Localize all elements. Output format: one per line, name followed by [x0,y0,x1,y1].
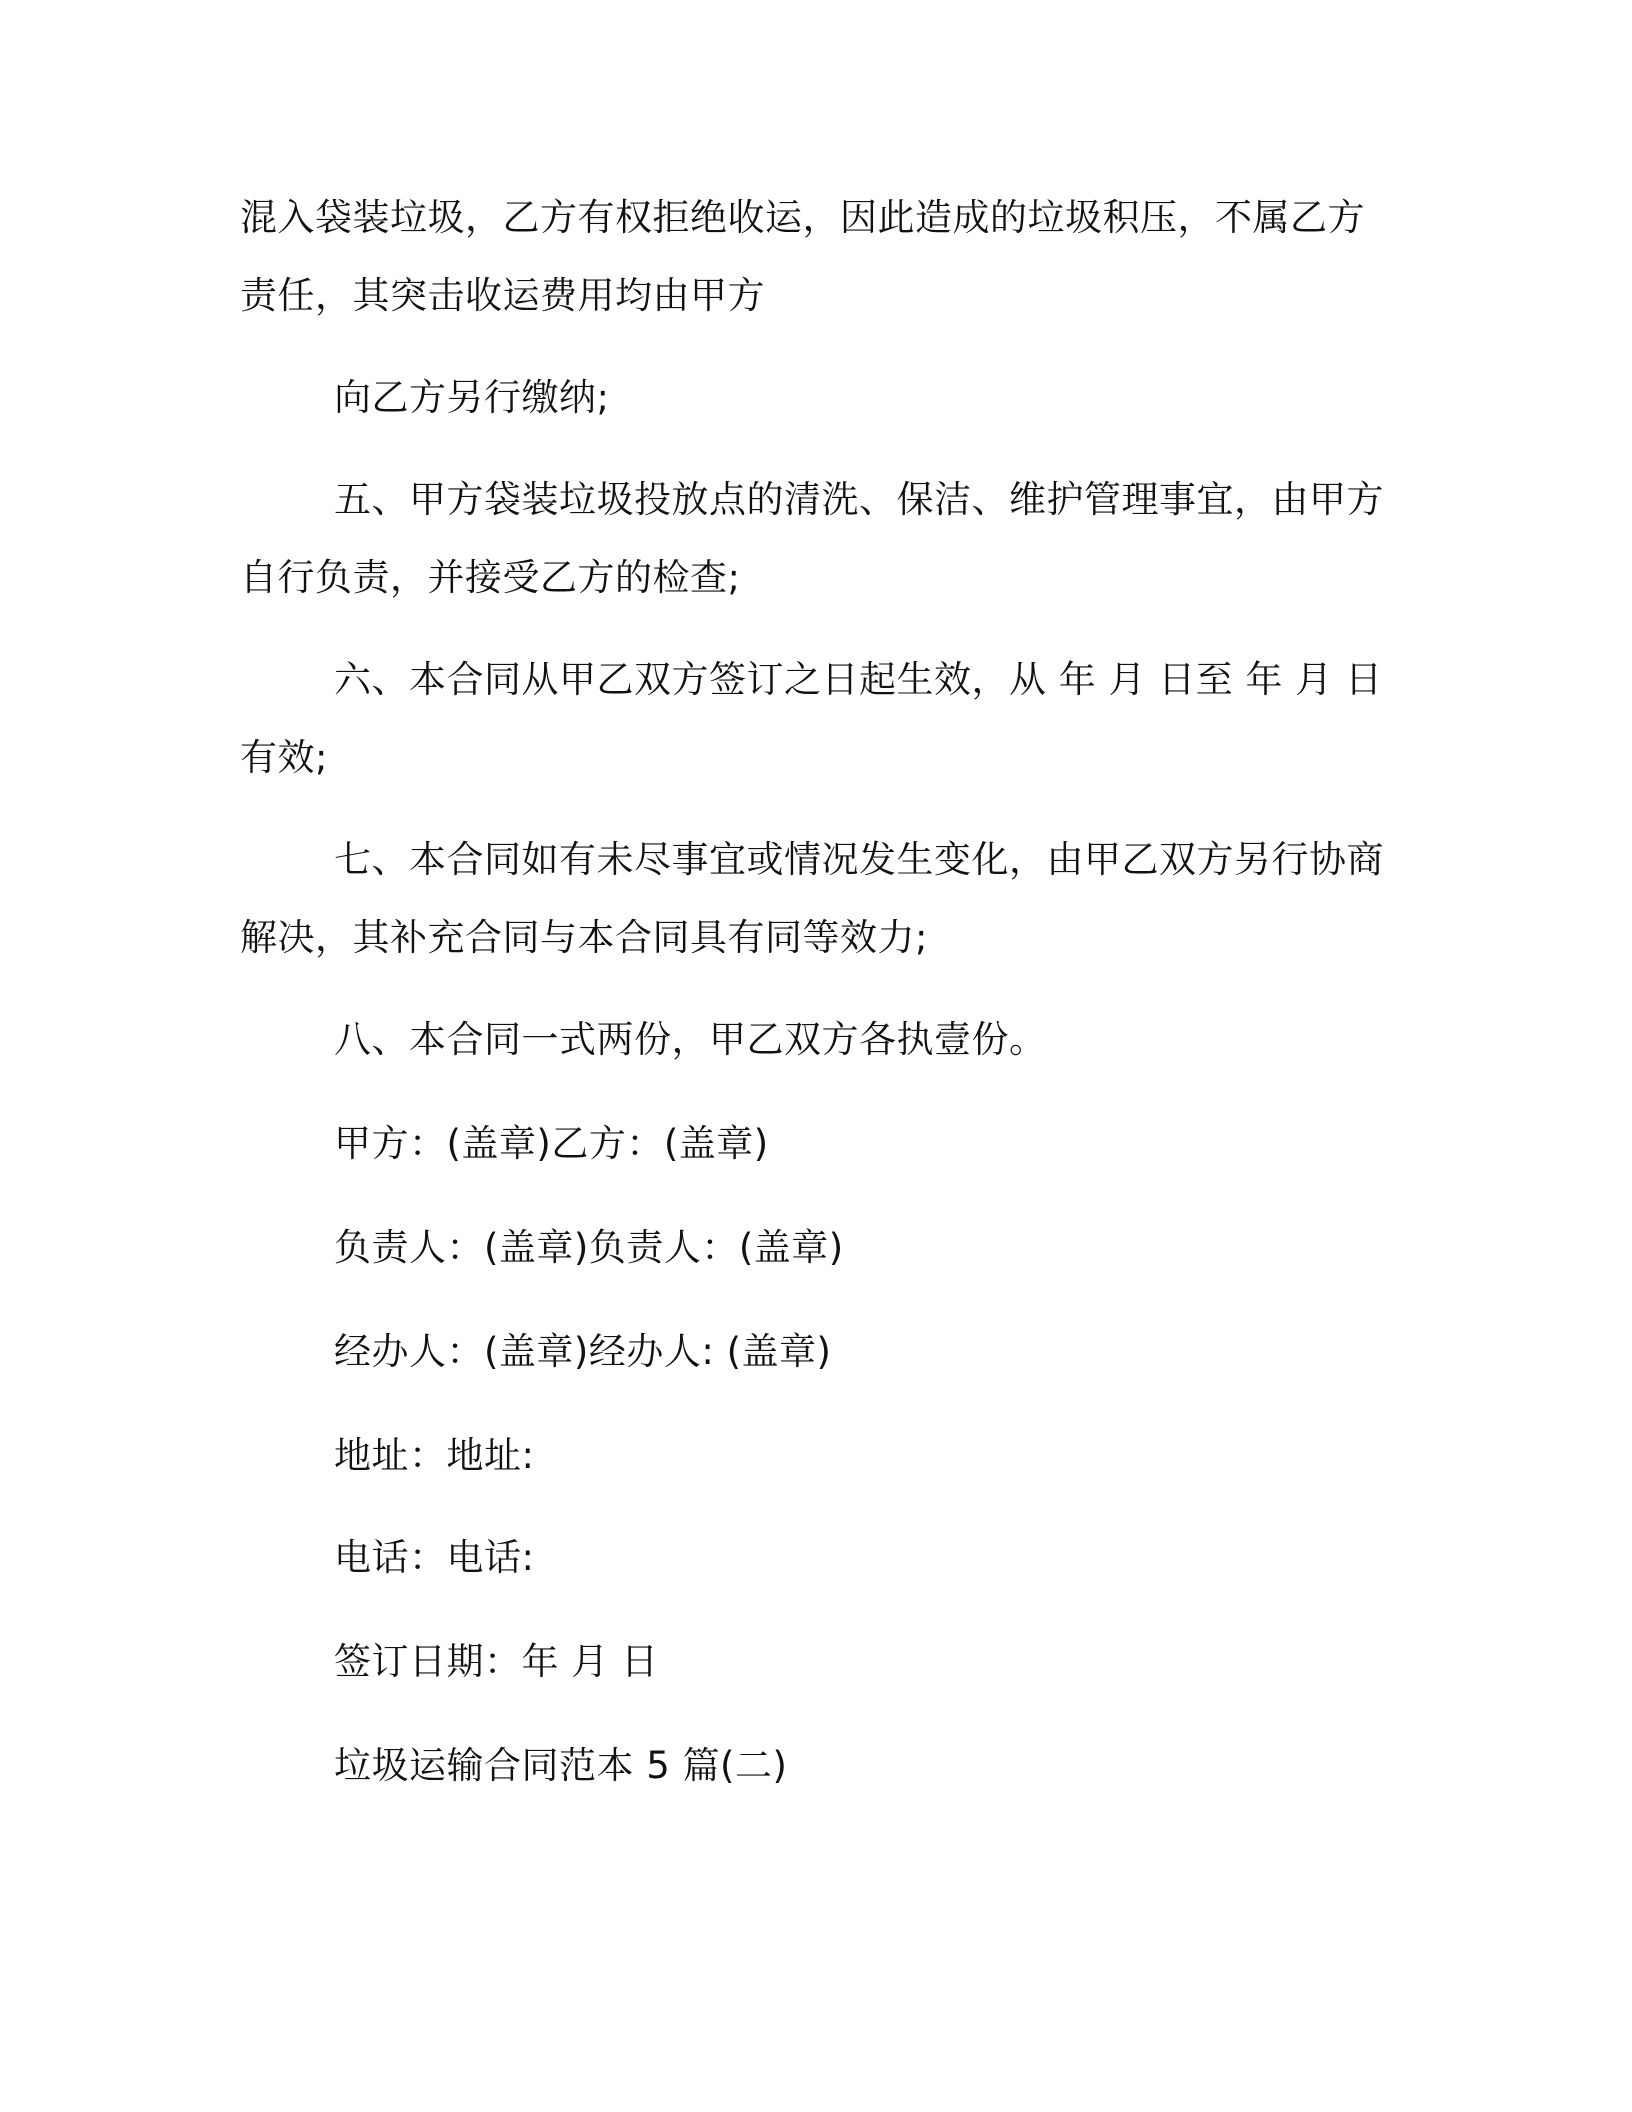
signature-line: 负责人：(盖章)负责人：(盖章) [334,1226,844,1269]
section-title: 垃圾运输合同范本 5 篇(二) [334,1744,788,1787]
paragraph-line: 六、本合同从甲乙双方签订之日起生效，从 年 月 日至 年 月 日 [334,658,1383,701]
address-line: 地址：地址: [334,1434,535,1477]
paragraph-line: 混入袋装垃圾，乙方有权拒绝收运，因此造成的垃圾积压，不属乙方 [240,196,1365,239]
phone-line: 电话：电话: [334,1536,535,1579]
paragraph-line: 七、本合同如有未尽事宜或情况发生变化，由甲乙双方另行协商 [334,838,1384,881]
paragraph-line: 责任，其突击收运费用均由甲方 [240,274,765,317]
paragraph-line: 五、甲方袋装垃圾投放点的清洗、保洁、维护管理事宜，由甲方 [334,478,1384,521]
paragraph-line: 自行负责，并接受乙方的检查; [240,556,741,599]
signing-date-line: 签订日期：年 月 日 [334,1640,659,1683]
signature-line: 经办人：(盖章)经办人: (盖章) [334,1330,832,1373]
paragraph-line: 八、本合同一式两份，甲乙双方各执壹份。 [334,1018,1047,1061]
paragraph-line: 解决，其补充合同与本合同具有同等效力; [240,916,928,959]
signature-line: 甲方：(盖章)乙方：(盖章) [334,1122,769,1165]
paragraph-line: 向乙方另行缴纳; [334,376,610,419]
paragraph-line: 有效; [240,736,328,779]
